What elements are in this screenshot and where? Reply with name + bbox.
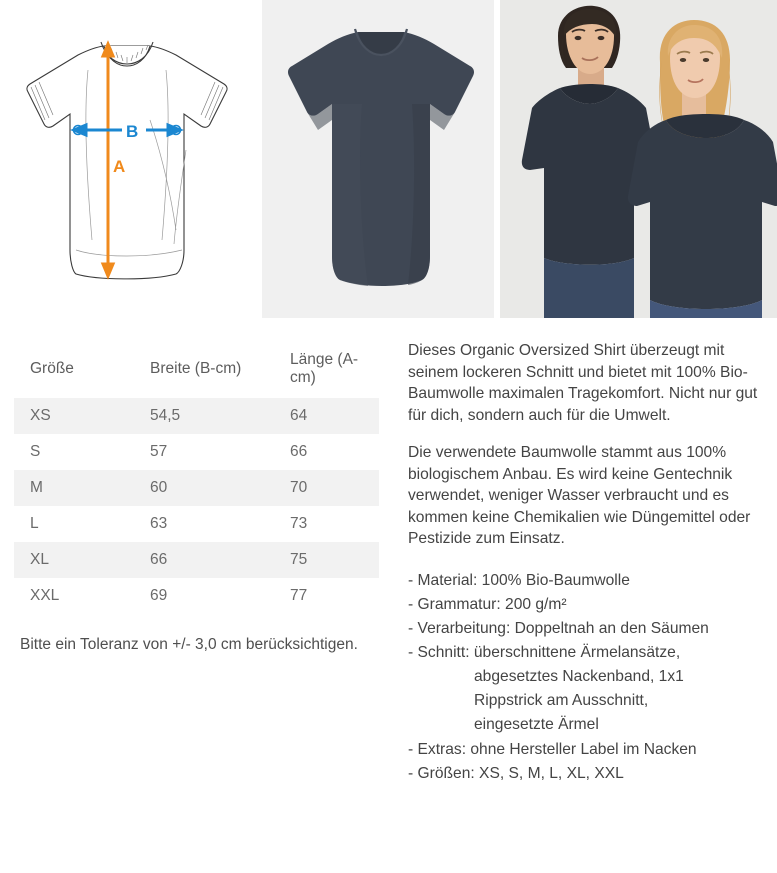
spec-extras: - Extras: ohne Hersteller Label im Nacken <box>408 740 697 758</box>
tolerance-note: Bitte ein Toleranz von +/- 3,0 cm berücksichtigen. <box>20 636 358 653</box>
spec-cut-detail-2: Rippstrick am Ausschnitt, <box>474 692 649 710</box>
models-svg <box>500 0 777 318</box>
cell-size: M <box>30 479 43 496</box>
table-row <box>14 506 379 542</box>
cell-size: XXL <box>30 587 60 604</box>
description-column <box>396 340 763 787</box>
cell-size: S <box>30 443 41 460</box>
column-header-length: Länge (A-cm) <box>290 351 359 386</box>
cell-size: XL <box>30 551 49 568</box>
product-image-gallery <box>0 0 777 318</box>
tshirt-schematic-svg <box>0 0 256 318</box>
table-row <box>14 434 379 470</box>
cell-length: 73 <box>290 515 308 532</box>
cell-width: 60 <box>150 479 168 496</box>
table-header-row <box>14 340 379 398</box>
cell-length: 77 <box>290 587 308 604</box>
spec-weight: - Grammatur: 200 g/m² <box>408 595 567 613</box>
length-label: A <box>113 157 126 176</box>
description-paragraph-2: Die verwendete Baumwolle stammt aus 100% biologischem Anbau. Es wird keine Gentechnik verwendet, weniger Wasser verbraucht und es kommen keine Chemikalien wie Düngemittel oder Pestizide zum Einsatz. <box>408 444 751 548</box>
product-details-section <box>0 318 777 787</box>
cell-length: 75 <box>290 551 308 568</box>
cell-width: 54,5 <box>150 407 181 424</box>
spec-sizes: - Größen: XS, S, M, L, XL, XXL <box>408 764 624 782</box>
measurement-diagram-image[interactable] <box>0 0 256 318</box>
column-header-size: Größe <box>30 360 74 377</box>
table-row <box>14 470 379 506</box>
spec-cut: - Schnitt: überschnittene Ärmelansätze, <box>408 644 681 662</box>
cell-length: 64 <box>290 407 308 424</box>
table-row <box>14 542 379 578</box>
cell-length: 70 <box>290 479 308 496</box>
cell-width: 63 <box>150 515 168 532</box>
product-photo-front[interactable] <box>262 0 494 318</box>
size-chart-table <box>14 340 379 614</box>
table-row <box>14 578 379 614</box>
spec-cut-detail-1: abgesetztes Nackenband, 1x1 <box>474 668 684 686</box>
cell-width: 69 <box>150 587 168 604</box>
size-chart-column <box>14 340 396 787</box>
cell-length: 66 <box>290 443 308 460</box>
column-header-width: Breite (B-cm) <box>150 360 242 377</box>
spec-material: - Material: 100% Bio-Baumwolle <box>408 571 630 589</box>
cell-size: L <box>30 515 39 532</box>
cell-width: 57 <box>150 443 168 460</box>
spec-cut-detail-3: eingesetzte Ärmel <box>474 716 599 734</box>
cell-width: 66 <box>150 551 168 568</box>
spec-processing: - Verarbeitung: Doppeltnah an den Säumen <box>408 619 709 637</box>
description-paragraph-1: Dieses Organic Oversized Shirt überzeugt mit seinem lockeren Schnitt und bietet mit 100% Bio-Baumwolle maximalen Tragekomfort. Nicht nur gut für dich, sondern auch für die Umwelt. <box>408 342 758 424</box>
table-row <box>14 398 379 434</box>
width-label: B <box>126 122 139 141</box>
cell-size: XS <box>30 407 51 424</box>
shirt-front-svg <box>262 0 494 318</box>
specs-list <box>408 570 763 785</box>
lifestyle-photo-models[interactable] <box>500 0 777 318</box>
